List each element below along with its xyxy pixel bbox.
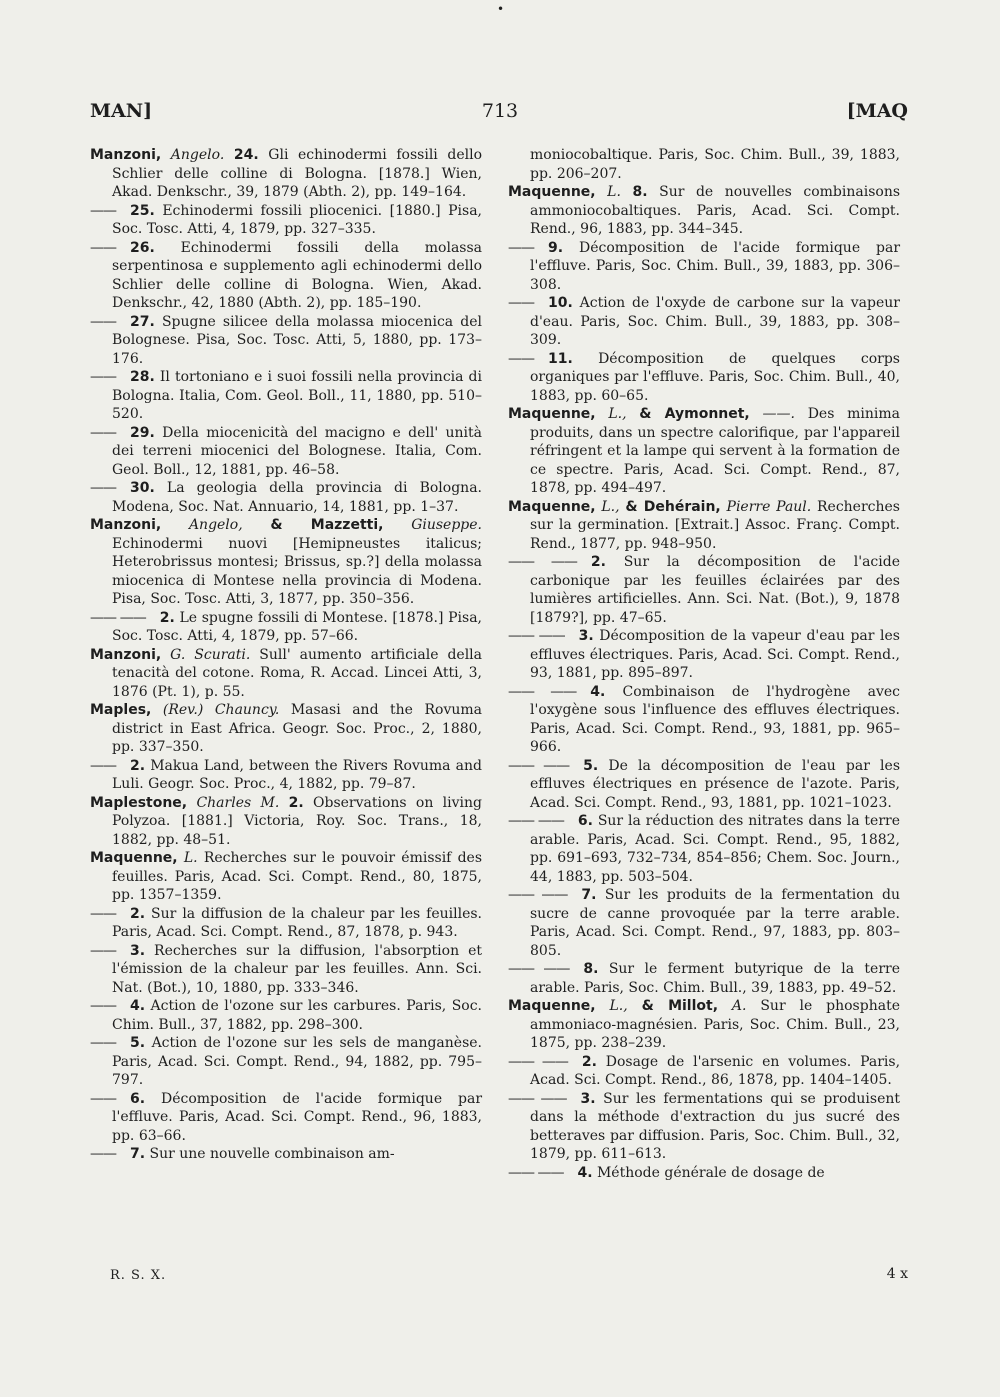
- entry-text: Echinodermi nuovi [Hemipneustes italicus; Heterobrissus montesi; Brissus, sp.?] della molassa miocenica di Montese nella provincia di Modena. Pisa, Soc. Tosc. Atti, 3, 1877, pp. 350–356.: [112, 535, 482, 607]
- entry-number: 4.: [590, 683, 606, 700]
- author-name: Manzoni,: [90, 147, 162, 163]
- bibliography-entry: [508, 683, 900, 757]
- entry-number: 6.: [577, 813, 593, 829]
- entry-number: 2.: [288, 794, 304, 811]
- entry-text: Recherches sur la diffusion, l'absorption et l'émission de la chaleur par les feuilles. Ann. Sci. Nat. (Bot.), 10, 1880, pp. 333–346.: [112, 942, 482, 996]
- left-column: [90, 146, 482, 1164]
- bibliography-entry: [508, 1053, 900, 1090]
- entry-text: Della miocenicità del macigno e dell' unità dei terreni miocenici del Bolognese. Italia, Com. Geol. Boll., 12, 1881, pp. 46–58.: [112, 424, 482, 478]
- author-name: Maquenne,: [508, 998, 596, 1014]
- signature-mark: R. S. X.: [110, 1268, 167, 1283]
- entry-text: Sur les fermentations qui se produisent dans la méthode d'extraction du jus sucré des betteraves par diffusion. Paris, Soc. Chim. Bull., 32, 1879, pp. 611–613.: [530, 1090, 900, 1162]
- entry-text: Recherches sur la germination. [Extrait.] Assoc. Franç. Compt. Rend., 1877, pp. 948–950.: [530, 498, 900, 552]
- bibliography-entry: [90, 646, 482, 702]
- entry-number: 3.: [130, 942, 146, 959]
- bibliography-entry: [90, 146, 482, 202]
- entry-number: 24.: [233, 147, 259, 163]
- entry-number: 29.: [130, 424, 155, 441]
- bibliography-entry: [508, 239, 900, 295]
- entry-number: 8.: [583, 961, 599, 977]
- entry-number: 9.: [548, 239, 564, 256]
- entry-number: 7.: [130, 1146, 146, 1162]
- author-given-name: Angelo.: [170, 147, 225, 163]
- entry-number: 27.: [130, 313, 155, 330]
- entry-text: Sur le phosphate ammoniaco-magnésien. Paris, Soc. Chim. Bull., 23, 1875, pp. 238–239.: [530, 998, 900, 1051]
- entry-number: 10.: [548, 295, 573, 311]
- entry-number: 28.: [130, 369, 155, 385]
- bibliography-entry: [508, 294, 900, 350]
- coauthor-given-name: Giuseppe.: [411, 517, 482, 533]
- entry-text: Dosage de l'arsenic en volumes. Paris, Acad. Sci. Compt. Rend., 86, 1878, pp. 1404–1405.: [530, 1053, 901, 1088]
- author-given-name: L.,: [609, 998, 628, 1014]
- entry-text: Sur une nouvelle combinaison am-: [149, 1146, 395, 1162]
- entry-text: Décomposition de quelques corps organiques par l'effluve. Paris, Soc. Chim. Bull., 40, 1883, pp. 60–65.: [530, 350, 900, 404]
- author-name: Maples,: [90, 702, 152, 718]
- author-given-name: L.,: [608, 406, 627, 422]
- author-name: Maquenne,: [90, 850, 178, 866]
- bibliography-entry: [90, 424, 482, 480]
- entry-text: Masasi and the Rovuma district in East Africa. Geogr. Soc. Proc., 2, 1880, pp. 337–350.: [112, 702, 482, 755]
- bibliography-entry: [90, 609, 482, 646]
- page-number: 713: [481, 100, 519, 122]
- page-mark: •: [497, 2, 505, 16]
- entry-number: 5.: [130, 1035, 146, 1051]
- entry-number: 25.: [130, 202, 155, 219]
- author-name: Manzoni,: [90, 517, 162, 533]
- entry-number: 26.: [130, 239, 155, 256]
- entry-number: 30.: [130, 480, 155, 496]
- bibliography-entry: [90, 479, 482, 516]
- running-head-right: [MAQ: [846, 100, 908, 122]
- entry-text: Décomposition de l'acide formique par l'effluve. Paris, Soc. Chim. Bull., 39, 1883, pp. 306–308.: [530, 239, 901, 293]
- entry-text: Sur la réduction des nitrates dans la terre arable. Paris, Acad. Sci. Compt. Rend., 95, 1882, pp. 691–693, 732–734, 854–856; Chem. Soc. Journ., 44, 1883, pp. 503–504.: [530, 813, 900, 885]
- entry-number: 4.: [130, 998, 146, 1014]
- right-column: [508, 146, 900, 1182]
- running-head-left: MAN]: [90, 100, 153, 122]
- entry-text: Des minima produits, dans un spectre calorifique, par l'appareil réfringent et la lampe qui servent à la formation de ce spectre. Paris, Acad. Sci. Compt. Rend., 87, 1878, pp. 494–497.: [530, 406, 900, 496]
- bibliography-entry: [508, 627, 900, 683]
- entry-text: Action de l'oxyde de carbone sur la vapeur d'eau. Paris, Soc. Chim. Bull., 39, 1883, pp. 308–309.: [530, 295, 900, 348]
- entry-number: 2.: [130, 757, 146, 774]
- bibliography-entry: [90, 313, 482, 369]
- entry-text: Makua Land, between the Rivers Rovuma and Luli. Geogr. Soc. Proc., 4, 1882, pp. 79–87.: [112, 757, 483, 792]
- bibliography-entry: [90, 516, 482, 609]
- entry-text: Sull' aumento artificiale della tenacità del cotone. Roma, R. Accad. Lincei Atti, 3, 1876 (Pt. 1), p. 55.: [112, 646, 483, 700]
- entry-number: 8.: [632, 184, 648, 200]
- entry-number: 7.: [581, 887, 597, 903]
- entry-text: Sur la diffusion de la chaleur par les feuilles. Paris, Acad. Sci. Compt. Rend., 87, 1878, p. 943.: [112, 905, 482, 940]
- entry-text: Décomposition de l'acide formique par l'effluve. Paris, Acad. Sci. Compt. Rend., 96, 1883, pp. 63–66.: [112, 1090, 483, 1144]
- bibliography-entry: [90, 942, 482, 998]
- entry-text: Combinaison de l'hydrogène avec l'oxygène sous l'influence des effluves électriques. Paris, Acad. Sci. Compt. Rend., 93, 1881, pp. 965–966.: [530, 683, 900, 755]
- author-name: Maquenne,: [508, 184, 596, 200]
- author-name: Manzoni,: [90, 646, 162, 663]
- bibliography-entry: [508, 757, 900, 813]
- author-given-name: (Rev.) Chauncy.: [162, 702, 280, 718]
- bibliography-entry: [90, 757, 482, 794]
- bibliography-entry: [90, 1090, 482, 1146]
- entry-text: Echinodermi fossili pliocenici. [1880.] Pisa, Soc. Tosc. Atti, 4, 1879, pp. 327–335.: [112, 202, 482, 237]
- bibliography-entry: [90, 905, 482, 942]
- entry-text: Sur le ferment butyrique de la terre arable. Paris, Soc. Chim. Bull., 39, 1883, pp. 49–52.: [530, 961, 901, 996]
- bibliography-entry: [90, 701, 482, 757]
- entry-text: Sur de nouvelles combinaisons ammoniocobaltiques. Paris, Acad. Sci. Compt. Rend., 96, 1883, pp. 344–345.: [530, 184, 901, 237]
- bibliography-entry: [508, 405, 900, 498]
- entry-text: Recherches sur le pouvoir émissif des feuilles. Paris, Acad. Sci. Compt. Rend., 80, 1875, pp. 1357–1359.: [112, 850, 483, 903]
- bibliography-entry: [508, 886, 900, 960]
- bibliography-entry: [90, 997, 482, 1034]
- coauthor-name: & Millot,: [641, 998, 719, 1014]
- bibliography-entry: [508, 183, 900, 239]
- entry-text: Le spugne fossili di Montese. [1878.] Pisa, Soc. Tosc. Atti, 4, 1879, pp. 57–66.: [112, 609, 482, 644]
- bibliography-entry: [508, 997, 900, 1053]
- bibliography-entry: [90, 794, 482, 850]
- entry-text: Spugne silicee della molassa miocenica del Bolognese. Pisa, Soc. Tosc. Atti, 5, 1880, pp. 173–176.: [112, 313, 482, 367]
- entry-number: 11.: [548, 350, 573, 367]
- bibliography-entry: [90, 849, 482, 905]
- entry-number: 2.: [590, 554, 606, 570]
- entry-text: Méthode générale de dosage de: [596, 1164, 825, 1181]
- bibliography-entry: [508, 146, 900, 183]
- bibliography-entry: [508, 553, 900, 627]
- author-given-name: G. Scurati.: [170, 646, 251, 663]
- entry-text: Il tortoniano e i suoi fossili nella provincia di Bologna. Italia, Com. Geol. Boll., 11, 1880, pp. 510–520.: [112, 369, 482, 422]
- entry-text: moniocobaltique. Paris, Soc. Chim. Bull., 39, 1883, pp. 206–207.: [530, 147, 900, 182]
- author-given-name: L.,: [601, 498, 620, 515]
- entry-number: 3.: [578, 628, 594, 644]
- coauthor-name: & Mazzetti,: [270, 517, 384, 533]
- bibliography-entry: [90, 368, 482, 424]
- coauthor-name: & Dehérain,: [625, 498, 721, 515]
- bibliography-entry: [90, 202, 482, 239]
- bibliography-entry: [508, 1164, 900, 1183]
- entry-text: Echinodermi fossili della molassa serpentinosa e supplemento agli echinodermi dello Schlier delle colline di Bologna. Wien, Akad. Denkschr., 42, 1880 (Abth. 2), pp. 185–190.: [112, 239, 483, 311]
- entry-number: 2.: [130, 905, 146, 922]
- entry-text: Gli echinodermi fossili dello Schlier delle colline di Bologna. [1878.] Wien, Akad. Denkschr., 39, 1879 (Abth. 2), pp. 149–164.: [112, 147, 482, 200]
- entry-number: 6.: [130, 1090, 146, 1107]
- author-name: Maquenne,: [508, 498, 596, 515]
- gathering-mark: 4 x: [886, 1266, 908, 1282]
- entry-number: 2.: [159, 609, 175, 626]
- coauthor-given-name: A.: [731, 998, 747, 1014]
- bibliography-entry: [508, 498, 900, 554]
- coauthor-name: & Aymonnet,: [639, 406, 750, 422]
- author-given-name: Angelo,: [188, 517, 243, 533]
- bibliography-entry: [90, 1145, 482, 1164]
- bibliography-entry: [508, 960, 900, 997]
- author-given-name: L.: [607, 184, 621, 200]
- entry-text: La geologia della provincia di Bologna. Modena, Soc. Nat. Annuario, 14, 1881, pp. 1–37.: [112, 480, 482, 515]
- bibliography-entry: [90, 239, 482, 313]
- coauthor-given-name: ——.: [762, 406, 795, 422]
- entry-text: Décomposition de la vapeur d'eau par les effluves électriques. Paris, Acad. Sci. Compt. Rend., 93, 1881, pp. 895–897.: [530, 628, 900, 681]
- entry-number: 3.: [580, 1090, 596, 1107]
- entry-text: Action de l'ozone sur les carbures. Paris, Soc. Chim. Bull., 37, 1882, pp. 298–300.: [112, 998, 483, 1033]
- entry-text: Sur la décomposition de l'acide carbonique par les feuilles éclairées par des lumières artificielles. Ann. Sci. Nat. (Bot.), 9, 1878 [1879?], pp. 47–65.: [530, 554, 901, 626]
- bibliography-entry: [508, 1090, 900, 1164]
- author-given-name: Charles M.: [196, 794, 280, 811]
- bibliography-entry: [508, 812, 900, 886]
- entry-number: 2.: [581, 1053, 597, 1070]
- entry-text: Observations on living Polyzoa. [1881.] Victoria, Roy. Soc. Trans., 18, 1882, pp. 48–51.: [112, 794, 483, 848]
- entry-number: 4.: [577, 1164, 593, 1181]
- bibliography-entry: [508, 350, 900, 406]
- entry-number: 5.: [583, 757, 599, 774]
- coauthor-given-name: Pierre Paul.: [726, 498, 812, 515]
- bibliography-entry: [90, 1034, 482, 1090]
- author-given-name: L.: [183, 850, 198, 866]
- entry-text: De la décomposition de l'eau par les effluves électriques en présence de l'azote. Paris, Acad. Sci. Compt. Rend., 93, 1881, pp. 1021–1023.: [530, 757, 901, 811]
- author-name: Maquenne,: [508, 406, 596, 422]
- author-name: Maplestone,: [90, 794, 188, 811]
- entry-text: Sur les produits de la fermentation du sucre de canne provoquée par la terre arable. Paris, Acad. Sci. Compt. Rend., 97, 1883, pp. 803–805.: [530, 887, 901, 959]
- entry-text: Action de l'ozone sur les sels de manganèse. Paris, Acad. Sci. Compt. Rend., 94, 1882, pp. 795–797.: [112, 1035, 482, 1088]
